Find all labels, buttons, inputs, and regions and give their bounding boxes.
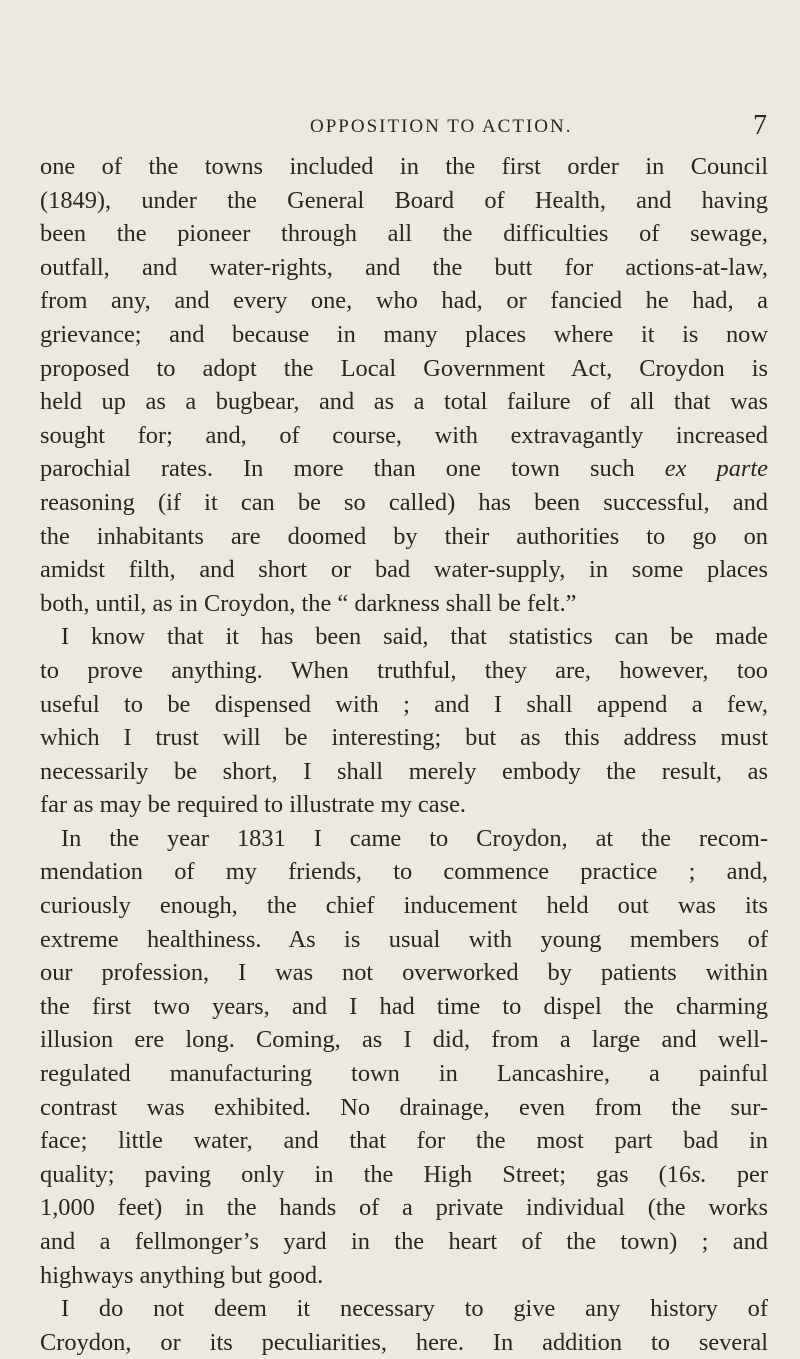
text-segment: quality; paving only in the High Street; gas (16 [40,1160,692,1188]
body-text [40,150,768,1359]
text-line: one of the towns included in the first order in Council [40,153,768,180]
text-line: and a fellmonger’s yard in the heart of the town) ; and [40,1228,768,1255]
text-line: far as may be required to illustrate my case. [40,791,466,819]
text-line: contrast was exhibited. No drainage, even from the sur- [40,1093,768,1121]
text-line: illusion ere long. Coming, as I did, from a large and well- [40,1026,768,1054]
text-line: which I trust will be interesting; but as this address must [40,724,768,752]
text-line: our profession, I was not overworked by patients within [40,959,768,987]
text-line: I know that it has been said, that statistics can be made [61,623,768,651]
text-line: sought for; and, of course, with extravagantly increased [40,421,768,449]
text-line: mendation of my friends, to commence practice ; and, [40,858,768,886]
text-line [40,452,768,486]
text-line: reasoning (if it can be so called) has been successful, and [40,488,768,516]
text-line: been the pioneer through all the difficulties of sewage, [40,220,768,248]
text-segment: per [706,1160,768,1188]
page-number: 7 [753,110,767,141]
text-line: Croydon, or its peculiarities, here. In addition to several [40,1328,768,1356]
text-line: useful to be dispensed with ; and I shall append a few, [40,690,768,718]
text-line: held up as a bugbear, and as a total failure of all that was [40,388,768,416]
text-line: necessarily be short, I shall merely embody the result, as [40,757,768,785]
text-line: highways anything but good. [40,1261,324,1289]
text-segment: parochial rates. In more than one town such [40,455,635,483]
text-line: outfall, and water-rights, and the butt for actions-at-law, [40,253,768,281]
text-line [40,1158,768,1192]
text-line: proposed to adopt the Local Government Act, Croydon is [40,354,768,382]
text-line: In the year 1831 I came to Croydon, at the recom- [61,824,768,852]
running-title: OPPOSITION TO ACTION. [310,116,573,137]
text-line: extreme healthiness. As is usual with young members of [40,925,768,953]
text-line: the inhabitants are doomed by their authorities to go on [40,522,768,550]
page-header [0,108,800,144]
text-line: (1849), under the General Board of Health, and having [40,186,768,214]
text-line: from any, and every one, who had, or fancied he had, a [40,287,768,315]
text-line: grievance; and because in many places where it is now [40,320,768,348]
text-line: regulated manufacturing town in Lancashire, a painful [40,1060,768,1088]
italic-phrase: ex parte [664,455,768,483]
text-line: the first two years, and I had time to dispel the charming [40,992,768,1020]
text-line: amidst filth, and short or bad water-supply, in some places [40,556,768,584]
text-line: face; little water, and that for the most part bad in [40,1127,768,1155]
italic-abbrev: s. [691,1160,707,1188]
text-line: to prove anything. When truthful, they are, however, too [40,656,768,684]
text-line: I do not deem it necessary to give any history of [61,1295,768,1323]
text-line: 1,000 feet) in the hands of a private individual (the works [40,1194,768,1222]
text-line: both, until, as in Croydon, the “ darkness shall be felt.” [40,589,577,617]
text-line: curiously enough, the chief inducement held out was its [40,892,768,920]
